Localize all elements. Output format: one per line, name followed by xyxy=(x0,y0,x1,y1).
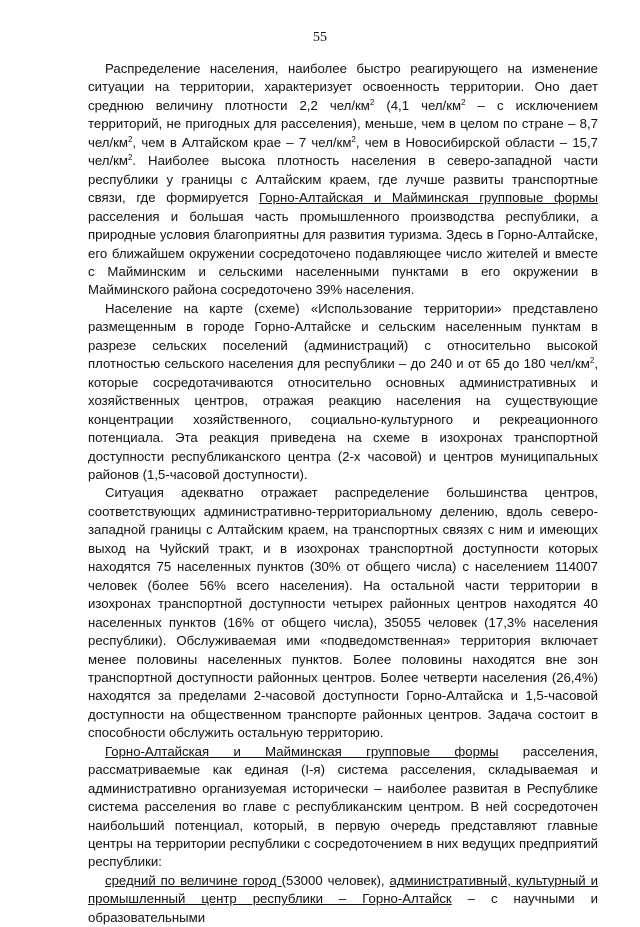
page-number: 55 xyxy=(313,30,327,45)
paragraph: Распределение населения, наиболее быстро реагирующего на изменение ситуации на территории, характеризует освоенность территории. Оно дает среднюю величину плотности 2,2 чел/$км^2$ (4,1 чел/$км^2$ – с исключением территорий, не пригодных для расселения), меньше, чем в целом по стране – 8,7 чел/$км^2$, чем в Алтайском крае – 7 чел/$км^2$, чем в Новосибирской области – 15,7 чел/$км^2$. Наиболее высока плотность населения в северо-западной части республики у границы с Алтайским краем, где лучше развиты транспортные связи, где формируется Горно-Алтайская и Майминская групповые формы расселения и большая часть промышленного производства республики, а природные условия благоприятны для развития туризма. Здесь в Горно-Алтайске, его ближайшем окружении сосредоточено подавляющее число жителей и вместе с Майминским и сельскими населенными пунктами в его окружении в Майминского района сосредоточено 39% населения. xyxy=(88,61,599,298)
paragraph: средний по величине город (53000 человек), административный, культурный и промышленный центр республики – Горно-Алтайск – с научными и образовательными xyxy=(88,872,598,925)
paragraph: Ситуация адекватно отражает распределение большинства центров, соответствующих административно-территориальному делению, вдоль северо-западной границы с Алтайским краем, на транспортных связях с ним и имеющих выход на Чуйский тракт, и в изохронах транспортной доступности которых находятся 75 населенных пунктов (30% от общего числа) с населением 114007 человек (более 56% всего населения). На остальной части территории в изохронах транспортной доступности четырех районных центров находятся 40 населенных пунктов (16% от общего числа), 35055 человек (17,3% населения республики). Обслуживаемая ими «подведомственная» территория включает менее половины населенных пунктов. Более половины находятся вне зон транспортной доступности районных центров. Более четверти населения (26,4%) находятся за пределами 2-часовой доступности Горно-Алтайска и 1,5-часовой доступности на общественном транспорте районных центров. Задача состоит в способности обслужить остальную территорию. xyxy=(88,485,598,741)
underlined-term: административный, культурный и промышленный центр республики – Горно-Алтайск xyxy=(88,872,598,907)
underlined-term: Горно-Алтайская и Майминская групповые формы xyxy=(259,190,599,206)
underlined-term: Горно-Алтайская и Майминская групповые формы xyxy=(105,743,499,759)
underlined-term: средний по величине город xyxy=(105,872,282,888)
paragraph: Население на карте (схеме) «Использование территории» представлено размещенным в городе Горно-Алтайске и сельским населенным пунктам в разрезе сельских поселений (администраций) с относительно высокой плотностью сельского населения для республики – до 240 и от 65 до 180 чел/$км^2$, которые сосредотачиваются относительно основных административных и хозяйственных центров, отражая реакцию населения на существующие концентрации хозяйственного, социально-культурного и рекреационного потенциала. Эта реакция приведена на схеме в изохронах транспортной доступности республиканского центра (2-х часовой) и центров муниципальных районов (1,5-часовой доступности). xyxy=(88,300,598,482)
paragraph: Горно-Алтайская и Майминская групповые формы расселения, рассматриваемые как единая (I-я) система расселения, складываемая и административно организуемая исторически – наиболее развитая в Республике система расселения во главе с республиканским центром. В ней сосредоточен наибольший потенциал, который, в первую очередь представляют главные центры на территории республики с сосредоточением в них ведущих предприятий республики: xyxy=(88,743,598,870)
document-body xyxy=(88,60,598,927)
